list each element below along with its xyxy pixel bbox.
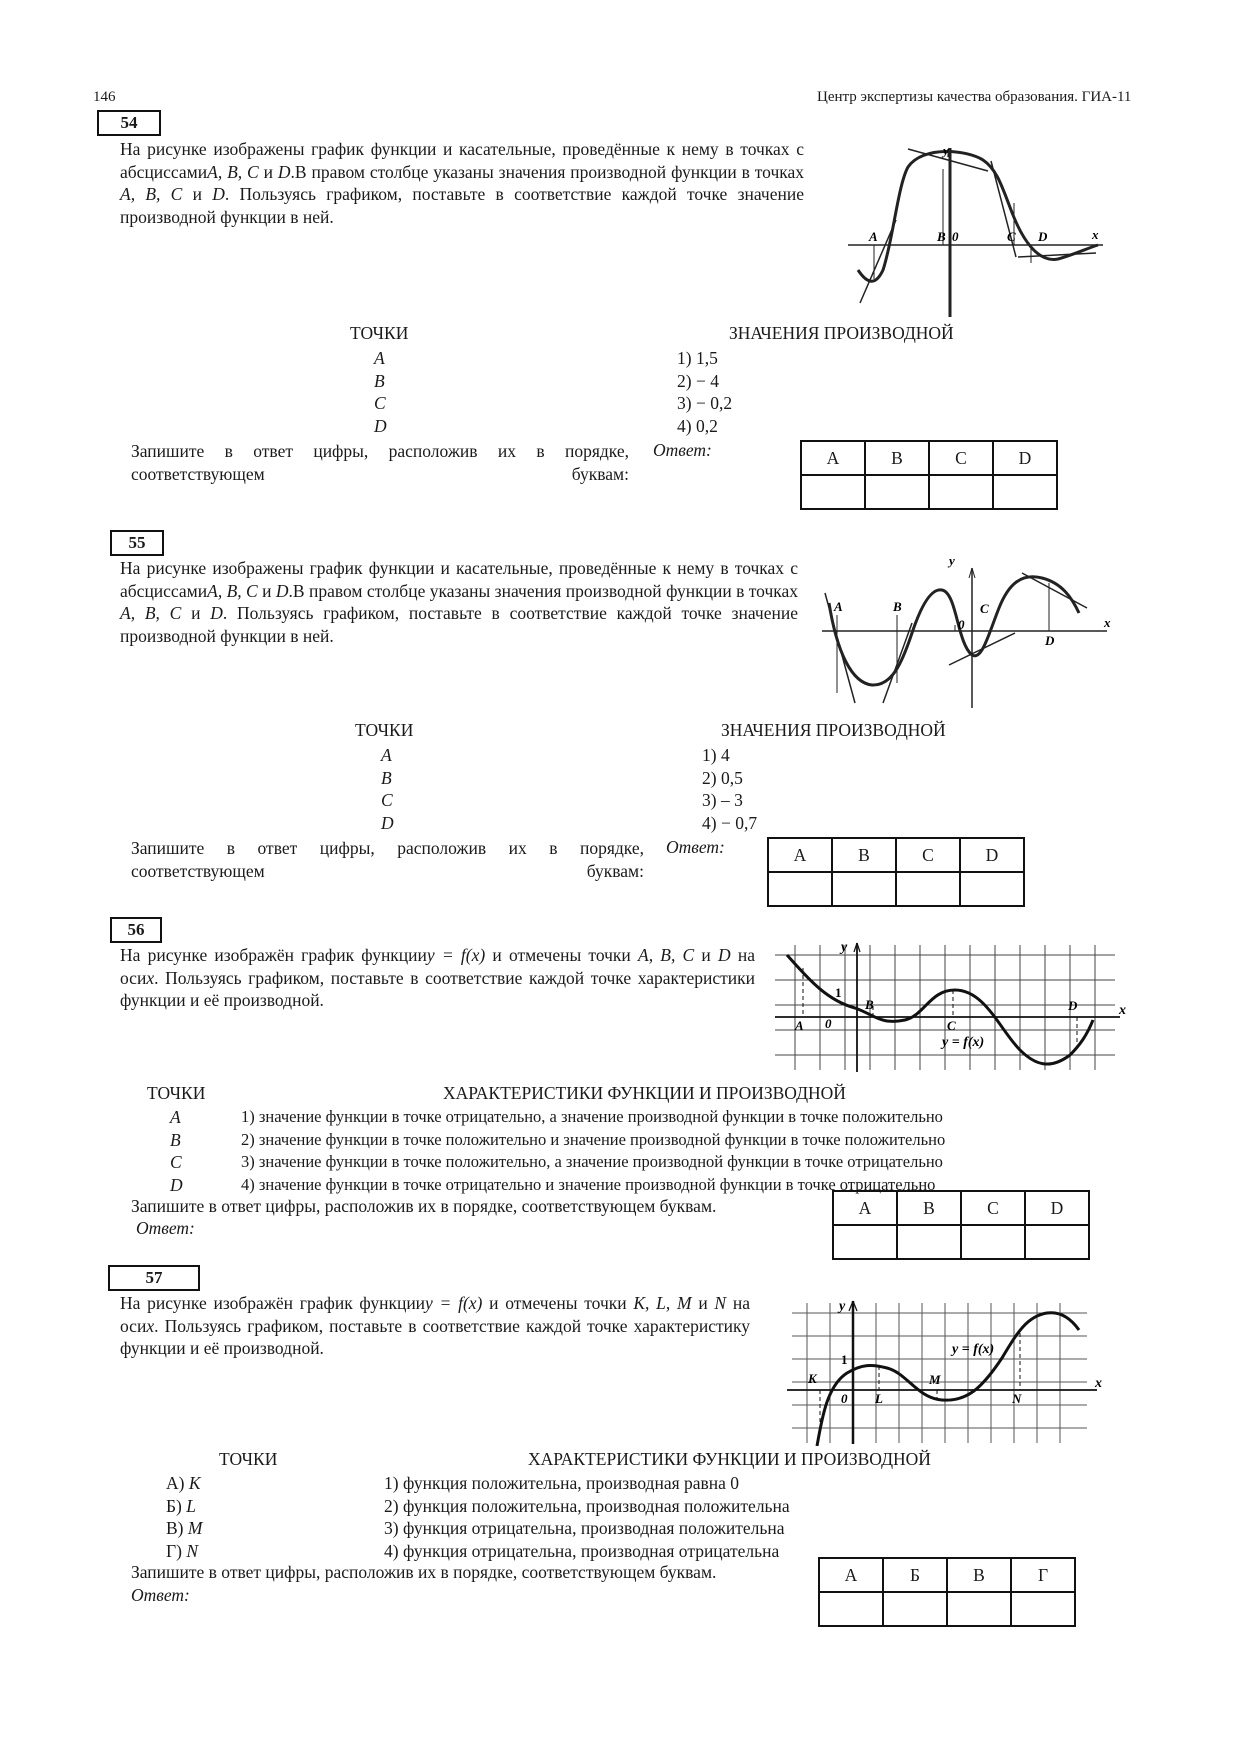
answer-cell[interactable] [833, 1225, 897, 1259]
point-label: C [1007, 229, 1016, 244]
axis-label: y [839, 1299, 846, 1314]
answer-header-cell: A [833, 1191, 897, 1225]
answer-header-cell: D [1025, 1191, 1089, 1225]
value-item: 2) функция положительна, производная положительна [384, 1495, 790, 1516]
answer-header-cell: В [947, 1558, 1011, 1592]
axis-label: x [1092, 227, 1099, 242]
answer-header-cell: A [801, 441, 865, 475]
answer-cell[interactable] [832, 872, 896, 906]
point-item: D [381, 812, 394, 833]
answer-cell[interactable] [897, 1225, 961, 1259]
points-column-header: ТОЧКИ [350, 323, 409, 343]
origin-label: 0 [841, 1391, 848, 1406]
points-list [374, 347, 387, 437]
point-label: M [929, 1372, 941, 1387]
answer-label: Ответ: [653, 440, 712, 460]
point-label: D [1045, 633, 1055, 648]
answer-header-cell: D [960, 838, 1024, 872]
values-column-header: ХАРАКТЕРИСТИКИ ФУНКЦИИ И ПРОИЗВОДНОЙ [443, 1083, 846, 1103]
task-graph [787, 1298, 1112, 1446]
point-label: B [865, 997, 874, 1012]
value-item: 2) − 4 [677, 370, 719, 391]
answer-cell[interactable] [929, 475, 993, 509]
answer-header-cell: Г [1011, 1558, 1075, 1592]
answer-cell[interactable] [801, 475, 865, 509]
values-list [384, 1472, 790, 1562]
values-list [241, 1106, 945, 1196]
answer-label: Ответ: [136, 1218, 195, 1238]
answer-cell[interactable] [1025, 1225, 1089, 1259]
task-number: 54 [97, 110, 161, 136]
point-label: D [1038, 229, 1048, 244]
values-list [702, 744, 757, 834]
function-label: y = f(x) [952, 1342, 995, 1357]
point-item: A [170, 1107, 181, 1127]
value-item: 4) 0,2 [677, 415, 718, 436]
origin-label: 0 [952, 229, 959, 244]
answer-header-cell: D [993, 441, 1057, 475]
answer-cell[interactable] [1011, 1592, 1075, 1626]
answer-cell[interactable] [883, 1592, 947, 1626]
points-column-header: ТОЧКИ [147, 1083, 206, 1103]
point-label: B [893, 599, 902, 614]
answer-header-cell: А [819, 1558, 883, 1592]
answer-label: Ответ: [131, 1585, 190, 1605]
unit-label: 1 [841, 1352, 848, 1367]
values-column-header: ЗНАЧЕНИЯ ПРОИЗВОДНОЙ [721, 720, 946, 740]
axis-label: y [949, 553, 955, 568]
point-label: A [869, 229, 878, 244]
point-item: B [170, 1129, 181, 1150]
value-item: 3) значение функции в точке положительно, а значение производной функции в точке отрицательно [241, 1152, 943, 1171]
answer-header-cell: B [832, 838, 896, 872]
axis-label: x [1119, 1003, 1126, 1018]
values-column-header: ХАРАКТЕРИСТИКИ ФУНКЦИИ И ПРОИЗВОДНОЙ [528, 1449, 931, 1469]
answer-header-cell: C [961, 1191, 1025, 1225]
point-label: C [980, 601, 989, 616]
point-item: C [170, 1152, 182, 1172]
page-number: 146 [93, 89, 116, 105]
answer-label: Ответ: [666, 837, 725, 857]
task-number: 57 [108, 1265, 200, 1291]
task-text: На рисунке изображены график функции и касательные, проведённые к нему в точках с абсциссамиA, B, C и D.В правом столбце указаны значения производной функции в точках A, B, C и D. Пользуясь графиком, поставьте в соответствие каждой точке значение производной функции в ней. [120, 558, 798, 646]
points-column-header: ТОЧКИ [219, 1449, 278, 1469]
answer-cell[interactable] [768, 872, 832, 906]
task-graph [848, 145, 1110, 320]
answer-header-cell: C [896, 838, 960, 872]
answer-header-cell: B [897, 1191, 961, 1225]
value-item: 4) − 0,7 [702, 812, 758, 833]
point-item: C [381, 790, 393, 810]
point-item: C [374, 393, 386, 413]
task-graph [775, 940, 1130, 1075]
axis-label: x [1104, 615, 1111, 630]
axis-label: y [841, 940, 848, 955]
origin-label: 0 [825, 1016, 832, 1031]
point-item: B [374, 370, 385, 391]
points-column-header: ТОЧКИ [355, 720, 414, 740]
value-item: 2) 0,5 [702, 767, 743, 788]
task-graph [817, 553, 1117, 713]
task-number: 55 [110, 530, 164, 556]
header-organization: Центр экспертизы качества образования. ГИА-11 [817, 89, 1132, 105]
answer-cell[interactable] [961, 1225, 1025, 1259]
value-item: 3) – 3 [702, 790, 743, 810]
point-item: В) M [166, 1518, 203, 1538]
point-item: A [381, 745, 392, 765]
value-item: 3) функция отрицательна, производная положительна [384, 1518, 785, 1538]
value-item: 2) значение функции в точке положительно и значение производной функции в точке положительно [241, 1129, 946, 1149]
values-column-header: ЗНАЧЕНИЯ ПРОИЗВОДНОЙ [729, 323, 954, 343]
answer-table [800, 440, 1058, 510]
axis-label: x [1095, 1376, 1102, 1391]
value-item: 1) 4 [702, 745, 730, 765]
point-label: C [947, 1018, 956, 1033]
answer-cell[interactable] [865, 475, 929, 509]
answer-header-cell: A [768, 838, 832, 872]
task-text: На рисунке изображены график функции и касательные, проведённые к нему в точках с абсциссамиA, B, C и D.В правом столбце указаны значения производной функции в точках A, B, C и D. Пользуясь графиком, поставьте в соответствие каждой точке значение производной функции в ней. [120, 139, 804, 227]
point-item: Б) L [166, 1495, 196, 1516]
answer-cell[interactable] [819, 1592, 883, 1626]
task-number: 56 [110, 917, 162, 943]
answer-table [767, 837, 1025, 907]
answer-cell[interactable] [896, 872, 960, 906]
points-list [381, 744, 394, 834]
point-item: B [381, 767, 392, 788]
point-item: D [170, 1174, 183, 1195]
value-item: 1) значение функции в точке отрицательно, а значение производной функции в точке положительно [241, 1107, 943, 1126]
value-item: 3) − 0,2 [677, 393, 733, 413]
function-label: y = f(x) [942, 1035, 985, 1050]
value-item: 4) значение функции в точке отрицательно и значение производной функции в точке отрицательно [241, 1174, 936, 1194]
answer-instruction: Запишите в ответ цифры, расположив их в порядке, соответствующем буквам: [131, 441, 629, 484]
point-label: D [1068, 998, 1078, 1013]
answer-header-cell: B [865, 441, 929, 475]
point-label: L [875, 1391, 883, 1406]
task-text: На рисунке изображён график функцииy = f(x) и отмечены точки K, L, M и N на осиx. Пользуясь графиком, поставьте в соответствие каждой точке характеристику функции и её производной. [120, 1293, 750, 1358]
answer-cell[interactable] [960, 872, 1024, 906]
value-item: 1) функция положительна, производная равна 0 [384, 1473, 740, 1493]
answer-cell[interactable] [993, 475, 1057, 509]
value-item: 4) функция отрицательна, производная отрицательна [384, 1540, 780, 1561]
unit-label: 1 [835, 985, 842, 1000]
point-label: A [834, 599, 843, 614]
answer-instruction: Запишите в ответ цифры, расположив их в порядке, соответствующем буквам. [131, 1562, 717, 1582]
point-item: D [374, 415, 387, 436]
answer-cell[interactable] [947, 1592, 1011, 1626]
axis-label: y [943, 145, 949, 158]
points-list [166, 1472, 202, 1562]
origin-label: 0 [958, 617, 965, 632]
value-item: 1) 1,5 [677, 348, 718, 368]
point-label: B [937, 229, 946, 244]
point-item: Г) N [166, 1540, 199, 1561]
point-item: А) K [166, 1473, 201, 1493]
task-text: На рисунке изображён график функцииy = f(x) и отмечены точки A, B, C и D на осиx. Пользуясь графиком, поставьте в соответствие каждой точке характеристики функции и её производной. [120, 945, 755, 1010]
point-item: A [374, 348, 385, 368]
points-list [170, 1106, 183, 1196]
point-label: N [1012, 1391, 1022, 1406]
point-label: A [795, 1018, 804, 1033]
answer-table [818, 1557, 1076, 1627]
answer-instruction: Запишите в ответ цифры, расположив их в порядке, соответствующем буквам: [131, 838, 644, 881]
answer-table [832, 1190, 1090, 1260]
values-list [677, 347, 732, 437]
point-label: K [808, 1371, 817, 1386]
answer-header-cell: Б [883, 1558, 947, 1592]
answer-instruction: Запишите в ответ цифры, расположив их в порядке, соответствующем буквам. [131, 1196, 717, 1216]
answer-header-cell: C [929, 441, 993, 475]
